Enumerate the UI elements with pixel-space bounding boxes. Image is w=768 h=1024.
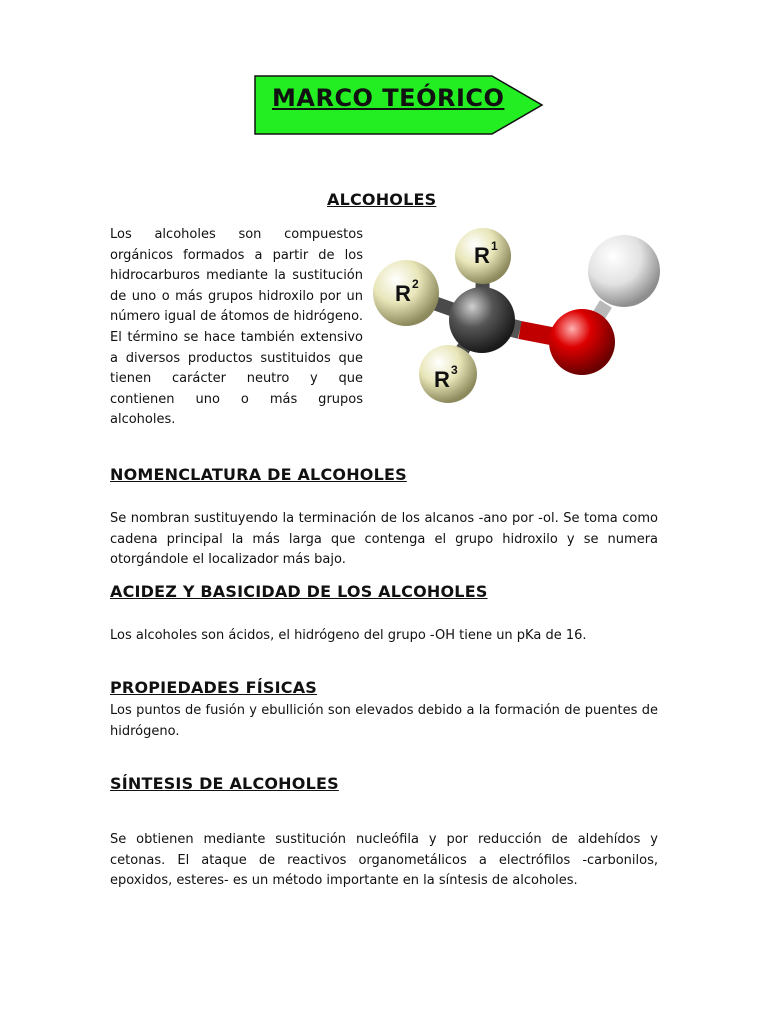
nomenclatura-paragraph: Se nombran sustituyendo la terminación de los alcanos -ano por -ol. Se toma como cadena principal la más larga que contenga el grupo hidroxilo y se numera otorgándole el localizador más bajo.	[110, 511, 658, 568]
r3-label: R	[434, 367, 450, 392]
sintesis-paragraph: Se obtienen mediante sustitución nucleófila y por reducción de aldehídos y cetonas. El ataque de reactivos organometálicos a electrófilos -carbonilos, epoxidos, esteres- es un método importante en la síntesis de alcoholes.	[110, 832, 658, 889]
section-heading-alcoholes: ALCOHOLES	[327, 190, 437, 209]
section-heading-acidez: ACIDEZ Y BASICIDAD DE LOS ALCOHOLES	[110, 582, 488, 601]
section-heading-sintesis: SÍNTESIS DE ALCOHOLES	[110, 774, 339, 793]
hydrogen-atom	[588, 235, 660, 307]
r1-superscript: 1	[491, 239, 498, 253]
oxygen-atom	[549, 309, 615, 375]
page-title: MARCO TEÓRICO	[272, 84, 505, 112]
title-banner	[254, 74, 544, 136]
molecule-svg	[370, 226, 670, 412]
r1-label: R	[474, 243, 490, 268]
alcoholes-paragraph: Los alcoholes son compuestos orgánicos formados a partir de los hidrocarburos mediante la sustitución de uno o más grupos hidroxilo por un número igual de átomos de hidrógeno. El término se hace también extensivo a diversos productos sustituidos que tienen carácter neutro y que contienen uno o más grupos alcoholes.	[110, 227, 363, 428]
r2-label: R	[395, 281, 411, 306]
r3-superscript: 3	[451, 363, 458, 377]
section-heading-propiedades: PROPIEDADES FÍSICAS	[110, 678, 318, 697]
carbon-atom	[449, 287, 515, 353]
propiedades-paragraph: Los puntos de fusión y ebullición son elevados debido a la formación de puentes de hidrógeno.	[110, 703, 658, 739]
section-heading-nomenclatura: NOMENCLATURA DE ALCOHOLES	[110, 465, 407, 484]
r2-superscript: 2	[412, 277, 419, 291]
acidez-paragraph: Los alcoholes son ácidos, el hidrógeno del grupo -OH tiene un pKa de 16.	[110, 628, 587, 643]
alcohol-molecule-illustration	[370, 226, 670, 412]
